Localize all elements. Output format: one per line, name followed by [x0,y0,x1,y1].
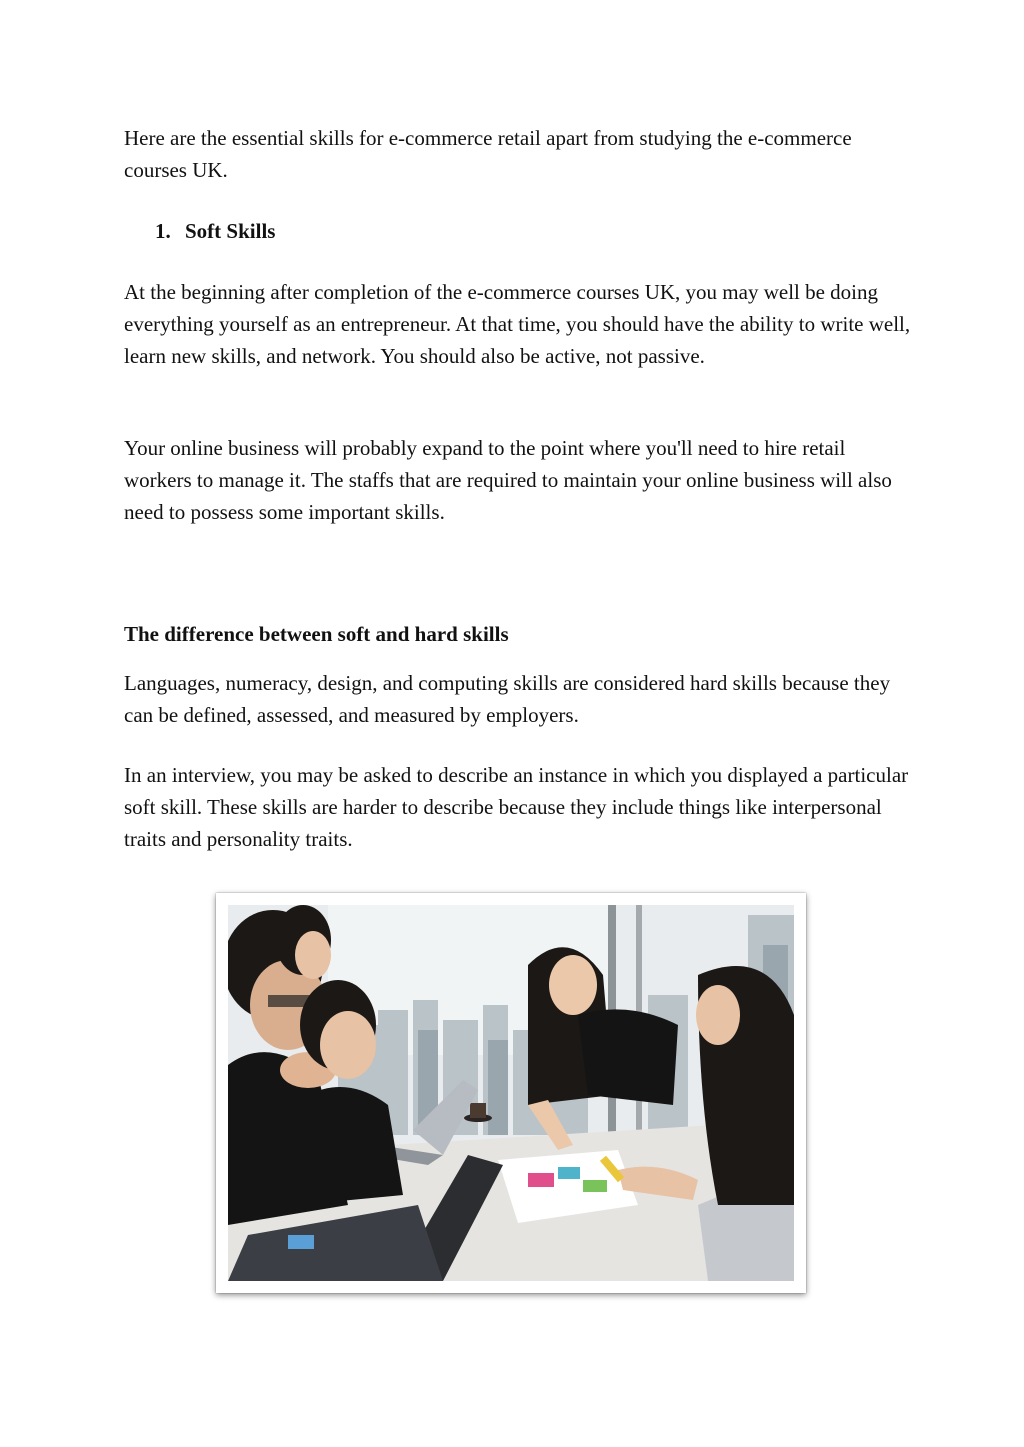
paragraph-interview: In an interview, you may be asked to describe an instance in which you displayed a particular soft skill. These skills are harder to describe because they include things like interpersonal traits and personality traits. [124,763,909,851]
person-standing-shirt [578,1009,678,1105]
sticky-note-blue [558,1167,580,1179]
photo-illustration [228,905,794,1281]
sticky-note-green [583,1180,607,1192]
laptop-sticker [288,1235,314,1249]
person-woman-glasses-shirt [298,1087,403,1205]
photo-frame [216,893,806,1293]
list-number: 1. [155,219,171,243]
sticky-note-pink [528,1173,554,1187]
person-standing-face [549,955,597,1015]
intro-paragraph: Here are the essential skills for e-commerce retail apart from studying the e-commerce courses UK. [124,126,852,182]
team-meeting-photo [228,905,794,1281]
coffee-cup [470,1103,486,1118]
person-right-face [696,985,740,1045]
paragraph-entrepreneur: At the beginning after completion of the e-commerce courses UK, you may well be doing everything yourself as an entrepreneur. At that time, you should have the ability to write well, learn new skills, and network. You should also be active, not passive. [124,280,911,368]
section-heading-soft-hard-skills: The difference between soft and hard skills [124,622,509,646]
paragraph-business-expand: Your online business will probably expand to the point where you'll need to hire retail workers to manage it. The staffs that are required to maintain your online business will also need to possess some important skills. [124,436,892,524]
list-title: Soft Skills [185,219,276,243]
list-heading-soft-skills [155,215,275,247]
person-back-face [295,931,331,979]
paragraph-hard-skills: Languages, numeracy, design, and computing skills are considered hard skills because they can be defined, assessed, and measured by employers. [124,671,891,727]
person-woman-glasses-face [320,1011,376,1079]
